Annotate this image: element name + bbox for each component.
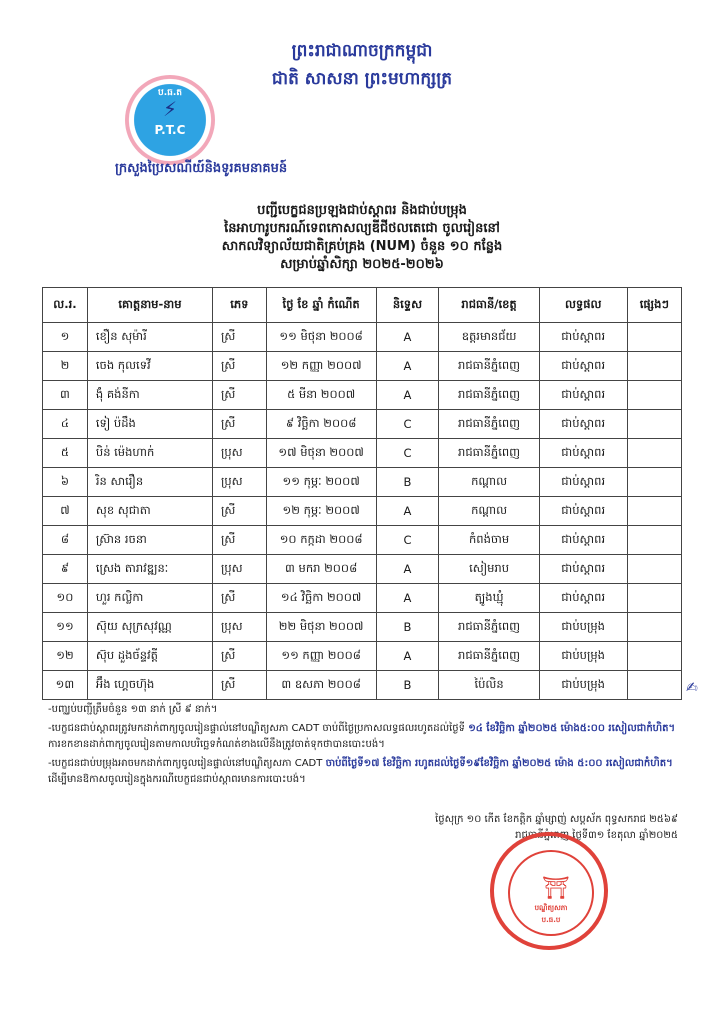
- cell-no: ៩: [43, 555, 88, 584]
- col-grade: និទ្ទេស: [376, 288, 439, 323]
- cell-grade: B: [376, 671, 439, 700]
- cell-no: ១៣: [43, 671, 88, 700]
- col-dob: ថ្ងៃ ខែ ឆ្នាំ កំណើត: [266, 288, 376, 323]
- cell-grade: A: [376, 497, 439, 526]
- logo-bottom-text: P.T.C: [154, 123, 186, 137]
- cell-dob: ១៧ មិថុនា ២០០៧: [266, 439, 376, 468]
- cell-other: [627, 497, 681, 526]
- table-row: [43, 613, 682, 642]
- cell-result: ជាប់ស្ដាពរ: [539, 352, 627, 381]
- cell-name: ស៊ុប ដួងច័ន្ទវត្តី: [87, 642, 212, 671]
- cell-name: ស្រេង តារាវឌ្ឍនៈ: [87, 555, 212, 584]
- cell-name: ទៀ ប៉ដឹង: [87, 410, 212, 439]
- cell-province: កណ្ដាល: [439, 468, 539, 497]
- cell-name: បិន់ ម៉េងហាក់: [87, 439, 212, 468]
- lightning-icon: ⚡: [163, 97, 178, 121]
- col-gender: ភេទ: [212, 288, 266, 323]
- cell-other: [627, 410, 681, 439]
- cell-no: ១: [43, 323, 88, 352]
- cell-gender: ស្រី: [212, 584, 266, 613]
- table-row: [43, 468, 682, 497]
- cell-grade: C: [376, 439, 439, 468]
- cell-no: ៣: [43, 381, 88, 410]
- seal-inner-ring: [508, 850, 594, 936]
- cell-result: ជាប់ស្ដាពរ: [539, 323, 627, 352]
- cell-province: រាជធានីភ្នំពេញ: [439, 613, 539, 642]
- cell-gender: ស្រី: [212, 381, 266, 410]
- cell-no: ៤: [43, 410, 88, 439]
- cell-result: ជាប់ស្ដាពរ: [539, 439, 627, 468]
- cell-province: កណ្ដាល: [439, 497, 539, 526]
- cell-result: ជាប់ស្ដាពរ: [539, 410, 627, 439]
- cell-result: ជាប់បម្រុង: [539, 613, 627, 642]
- notes-section: [48, 702, 678, 791]
- cell-no: ២: [43, 352, 88, 381]
- date-lunar: ថ្ងៃសុក្រ ១០ កើត ខែកត្ដិក ឆ្នាំម្សាញ់ សប្ដស័ក ពុទ្ធសករាជ ២៥៦៩: [435, 814, 678, 825]
- table-row: [43, 352, 682, 381]
- cell-name: ស្រ៊ាន រចនា: [87, 526, 212, 555]
- table-row: [43, 323, 682, 352]
- cell-province: រាជធានីភ្នំពេញ: [439, 410, 539, 439]
- cell-grade: C: [376, 410, 439, 439]
- cell-other: [627, 526, 681, 555]
- cell-result: ជាប់បម្រុង: [539, 642, 627, 671]
- cell-name: ខឿន សុម៉ារី: [87, 323, 212, 352]
- table-row: [43, 497, 682, 526]
- table-row: [43, 439, 682, 468]
- cell-other: [627, 381, 681, 410]
- cell-gender: ស្រី: [212, 410, 266, 439]
- cell-no: ១០: [43, 584, 88, 613]
- signature-mark: ✍: [686, 680, 698, 696]
- cell-other: [627, 468, 681, 497]
- cell-other: [627, 642, 681, 671]
- note-3-deadline: ចាប់ពីថ្ងៃទី១៧ ខែវិច្ឆិកា រហូតដល់ថ្ងៃទី១៩ខែវិច្ឆិកា ឆ្នាំ២០២៥ ម៉ោង ៥:០០ រសៀលជាកំហិត។: [325, 758, 673, 769]
- date-solar: រាជធានីភ្នំពេញ ថ្ងៃទី៣១ ខែតុលា ឆ្នាំ២០២៥: [515, 830, 678, 841]
- cell-grade: B: [376, 613, 439, 642]
- cell-result: ជាប់បម្រុង: [539, 671, 627, 700]
- cell-province: រាជធានីភ្នំពេញ: [439, 381, 539, 410]
- cell-dob: ១០ កក្កដា ២០០៨: [266, 526, 376, 555]
- cell-name: ចេង កុលទេវី: [87, 352, 212, 381]
- col-province: រាជធានី/ខេត្ត: [439, 288, 539, 323]
- cell-dob: ១៤ វិច្ឆិកា ២០០៧: [266, 584, 376, 613]
- results-table: [42, 287, 682, 700]
- kingdom-title: ព្រះរាជាណាចក្រកម្ពុជា: [291, 41, 433, 61]
- cell-province: កំពង់ចាម: [439, 526, 539, 555]
- table-row: [43, 584, 682, 613]
- col-name: គោត្តនាម-នាម: [87, 288, 212, 323]
- cell-dob: ៣ ឧសភា ២០០៨: [266, 671, 376, 700]
- note-2-text-a: -បេក្ខជនជាប់ស្ដាពរត្រូវមកដាក់ពាក្យចូលរៀនផ្ទាល់នៅបណ្ឌិត្យសភា CADT ចាប់ពីថ្ងៃប្រកាសលទ្ធផលរហូតដល់ថ្ងៃទី: [48, 723, 465, 734]
- cell-no: ១២: [43, 642, 88, 671]
- seal-text-2: ប.ធ.ប: [541, 916, 561, 924]
- cell-gender: ស្រី: [212, 671, 266, 700]
- cell-other: [627, 439, 681, 468]
- cell-name: ស៊ុយ សុក្រសុវណ្ណ: [87, 613, 212, 642]
- cell-grade: A: [376, 555, 439, 584]
- table-row: [43, 410, 682, 439]
- table-row: [43, 526, 682, 555]
- cell-result: ជាប់ស្ដាពរ: [539, 584, 627, 613]
- cell-province: សៀមរាប: [439, 555, 539, 584]
- cell-grade: C: [376, 526, 439, 555]
- table-row: [43, 555, 682, 584]
- cell-name: រិន សារឿន: [87, 468, 212, 497]
- table-header-row: [43, 288, 682, 323]
- cell-dob: ២២ មិថុនា ២០០៧: [266, 613, 376, 642]
- cell-other: [627, 352, 681, 381]
- cell-grade: A: [376, 352, 439, 381]
- cell-other: [627, 671, 681, 700]
- cell-name: សុខ សុជាតា: [87, 497, 212, 526]
- cell-result: ជាប់ស្ដាពរ: [539, 526, 627, 555]
- cell-gender: ប្រុស: [212, 439, 266, 468]
- cell-name: អ៊ឹង ហ្គេចហ៊ុង: [87, 671, 212, 700]
- table-row: [43, 642, 682, 671]
- title-line-2: នៃអាហារូបករណ៍ទេពកោសល្យឌីជីថលតេជោ ចូលរៀននៅ: [224, 221, 500, 236]
- note-2-text-b: ការខកខានដាក់ពាក្យចូលរៀនតាមកាលបរិច្ឆេទកំណត់ខាងលើនឹងត្រូវចាត់ទុកថាបានបោះបង់។: [48, 739, 385, 750]
- cell-grade: A: [376, 642, 439, 671]
- cell-gender: ប្រុស: [212, 555, 266, 584]
- cell-no: ៧: [43, 497, 88, 526]
- cell-province: ប៉ៃលិន: [439, 671, 539, 700]
- cell-grade: A: [376, 381, 439, 410]
- cell-name: ហួរ កល្លិកា: [87, 584, 212, 613]
- cell-dob: ១១ កុម្ភៈ ២០០៧: [266, 468, 376, 497]
- note-3-text-b: ដើម្បីមានឱកាសចូលរៀនក្នុងករណីបេក្ខជនជាប់ស្ដាពរមានការបោះបង់។: [48, 774, 306, 785]
- cell-province: រាជធានីភ្នំពេញ: [439, 642, 539, 671]
- cell-no: ៨: [43, 526, 88, 555]
- official-seal: [490, 832, 608, 950]
- cell-dob: ៣ មករា ២០០៨: [266, 555, 376, 584]
- cell-grade: A: [376, 323, 439, 352]
- cell-dob: ១១ កញ្ញា ២០០៨: [266, 642, 376, 671]
- cell-gender: ប្រុស: [212, 613, 266, 642]
- cell-other: [627, 555, 681, 584]
- col-no: ល.រ.: [43, 288, 88, 323]
- ministry-logo: [125, 75, 215, 165]
- cell-result: ជាប់ស្ដាពរ: [539, 497, 627, 526]
- cell-province: ឧត្តរមានជ័យ: [439, 323, 539, 352]
- table-row: [43, 671, 682, 700]
- cell-gender: ស្រី: [212, 323, 266, 352]
- cell-result: ជាប់ស្ដាពរ: [539, 555, 627, 584]
- cell-gender: ស្រី: [212, 497, 266, 526]
- cell-gender: ស្រី: [212, 352, 266, 381]
- cell-dob: ១២ កញ្ញា ២០០៧: [266, 352, 376, 381]
- cell-other: [627, 323, 681, 352]
- title-line-4: សម្រាប់ឆ្នាំសិក្សា ២០២៥-២០២៦: [280, 257, 444, 272]
- cell-result: ជាប់ស្ដាពរ: [539, 468, 627, 497]
- cell-gender: ប្រុស: [212, 468, 266, 497]
- note-2-deadline: ១៤ ខែវិច្ឆិកា ឆ្នាំ២០២៥ ម៉ោង៥:០០ រសៀលជាកំហិត។: [468, 723, 676, 734]
- cell-grade: A: [376, 584, 439, 613]
- cell-other: [627, 584, 681, 613]
- table-row: [43, 381, 682, 410]
- cell-dob: ១១ មិថុនា ២០០៨: [266, 323, 376, 352]
- cell-dob: ១២ កុម្ភៈ ២០០៧: [266, 497, 376, 526]
- cell-result: ជាប់ស្ដាពរ: [539, 381, 627, 410]
- cell-no: ៦: [43, 468, 88, 497]
- cell-name: ង៉ុំ គង់នីកា: [87, 381, 212, 410]
- cell-province: រាជធានីភ្នំពេញ: [439, 439, 539, 468]
- title-line-1: បញ្ជីបេក្ខជនប្រឡងជាប់ស្ដាពរ និងជាប់បម្រុង: [257, 203, 467, 218]
- cell-gender: ស្រី: [212, 526, 266, 555]
- note-3-text-a: -បេក្ខជនជាប់បម្រុងអាចមកដាក់ពាក្យចូលរៀនផ្ទាល់នៅបណ្ឌិត្យសភា CADT: [48, 758, 323, 769]
- note-2: [48, 721, 678, 753]
- cell-gender: ស្រី: [212, 642, 266, 671]
- seal-text-1: បណ្ឌិត្យសភា: [534, 904, 568, 912]
- note-3: [48, 756, 678, 788]
- cell-province: រាជធានីភ្នំពេញ: [439, 352, 539, 381]
- cell-other: [627, 613, 681, 642]
- cell-no: ៥: [43, 439, 88, 468]
- cell-dob: ៥ មីនា ២០០៧: [266, 381, 376, 410]
- col-other: ផ្សេងៗ: [627, 288, 681, 323]
- cell-no: ១១: [43, 613, 88, 642]
- national-motto: ជាតិ សាសនា ព្រះមហាក្សត្រ: [271, 69, 453, 89]
- note-1: -បញ្ឈប់បញ្ជីត្រឹមចំនួន ១៣ នាក់ ស្រី ៩ នាក់។: [48, 704, 218, 715]
- title-line-3: សាកលវិទ្យាល័យជាតិគ្រប់គ្រង (NUM) ចំនួន ១០ កន្លែង: [221, 239, 503, 254]
- cell-dob: ៩ វិច្ឆិកា ២០០៨: [266, 410, 376, 439]
- cell-grade: B: [376, 468, 439, 497]
- ministry-name: ក្រសួងប្រៃសណីយ៍និងទូរគមនាគមន៍: [115, 161, 288, 176]
- col-result: លទ្ធផល: [539, 288, 627, 323]
- cell-province: ត្បូងឃ្មុំ: [439, 584, 539, 613]
- logo-top-text: ប.ធ.ត: [158, 88, 182, 98]
- temple-icon: ⛩: [542, 876, 570, 901]
